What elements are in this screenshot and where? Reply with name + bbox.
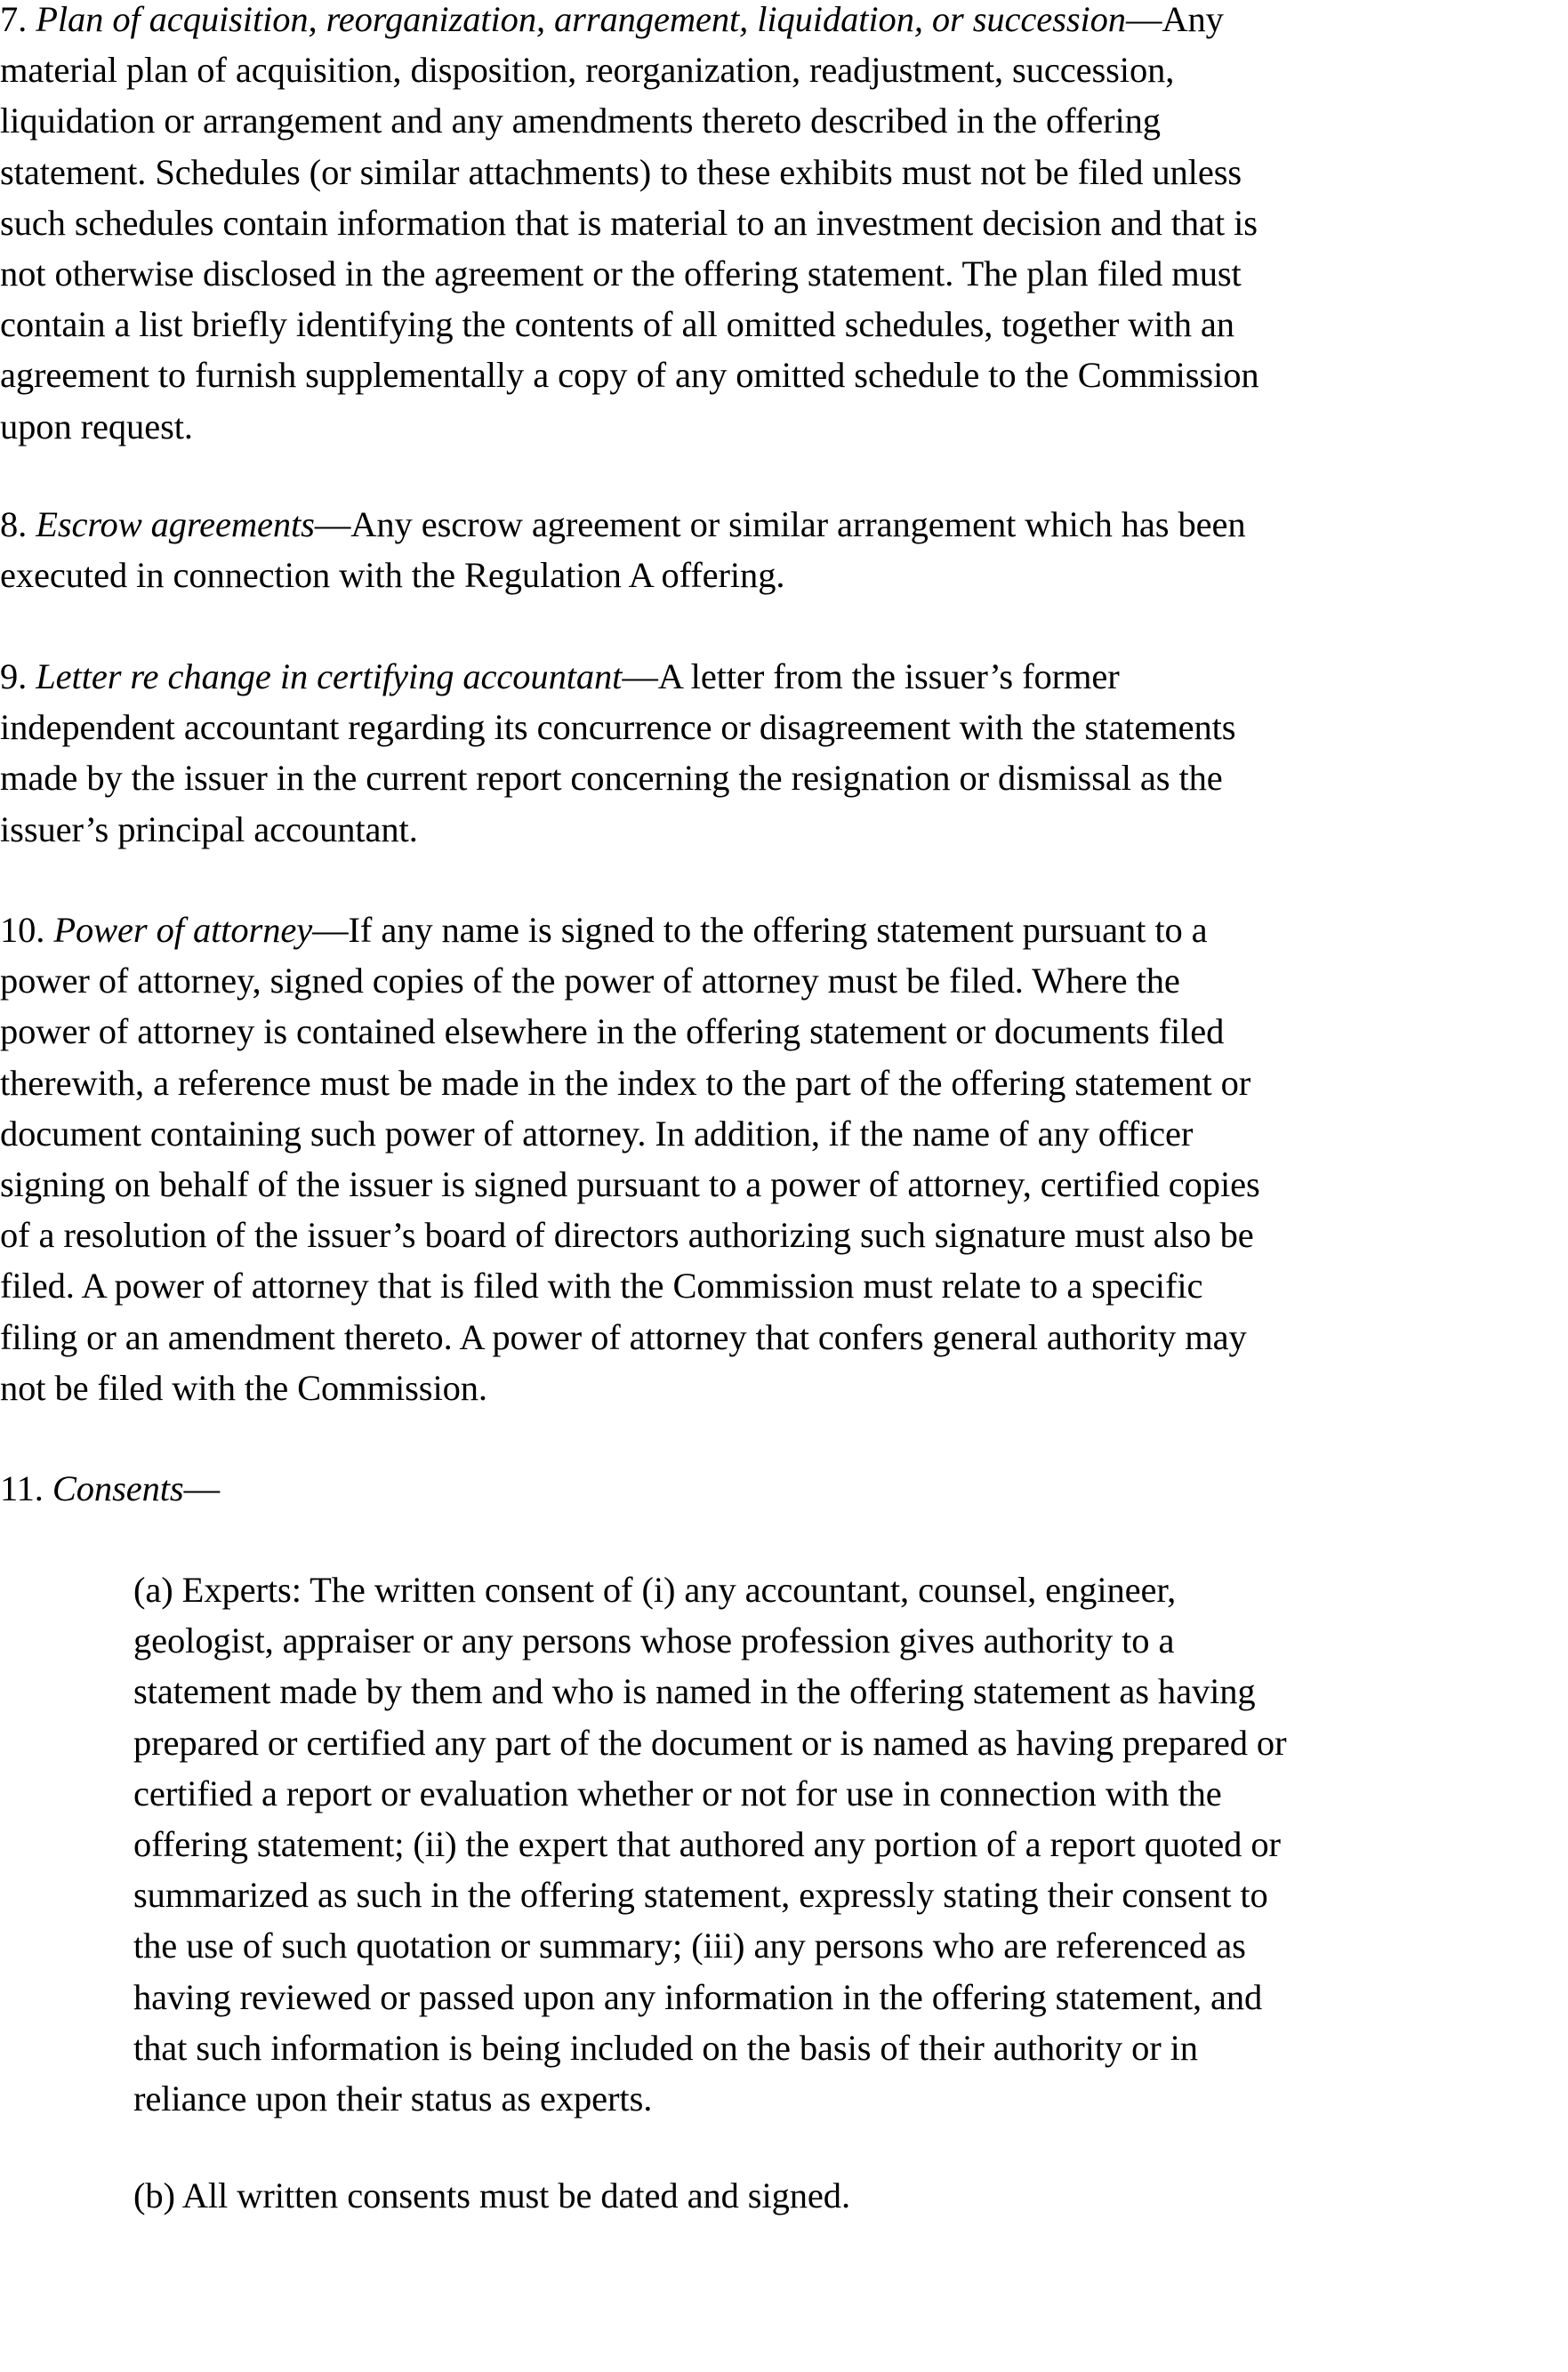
item-number: 8. [0, 504, 28, 544]
exhibit-item-8 [0, 499, 1548, 600]
item-body: —Any material plan of acquisition, disposition, reorganization, readjustment, succession, liquidation or arrangement and any amendments thereto described in the offering statement. Schedules (or similar attachments) to these exhibits must not be filed unless such schedules contain information that is material to an investment decision and that is not otherwise disclosed in the agreement or the offering statement. The plan filed must contain a list briefly identifying the contents of all omitted schedules, together with an agreement to furnish supplementally a copy of any omitted schedule to the Commission upon request. [0, 0, 1259, 446]
exhibit-item-7 [0, 0, 1548, 452]
exhibit-item-11 [0, 1463, 1548, 1514]
consents-subitem-a: (a) Experts: The written consent of (i) any accountant, counsel, engineer, geologist, appraiser or any persons whose profession gives authority to a statement made by them and who is named in the offering statement as having prepared or certified any part of the document or is named as having prepared or certified a report or evaluation whether or not for use in connection with the offering statement; (ii) the expert that authored any portion of a report quoted or summarized as such in the offering statement, expressly stating their consent to the use of such quotation or summary; (iii) any persons who are referenced as having reviewed or passed upon any information in the offering statement, and that such information is being included on the basis of their authority or in reliance upon their status as experts. [133, 1570, 1287, 2119]
item-caption: Consents [52, 1468, 184, 1508]
exhibit-item-9 [0, 651, 1548, 855]
item-body: —Any escrow agreement or similar arrangement which has been executed in connection with the Regulation A offering. [0, 504, 1246, 596]
item-body: —If any name is signed to the offering statement pursuant to a power of attorney, signed copies of the power of attorney must be filed. Where the power of attorney is contained elsewhere in the offering statement or documents filed therewith, a reference must be made in the index to the part of the offering statement or document containing such power of attorney. In addition, if the name of any officer signing on behalf of the issuer is signed pursuant to a power of attorney, certified copies of a resolution of the issuer’s board of directors authorizing such signature must also be filed. A power of attorney that is filed with the Commission must relate to a specific filing or an amendment thereto. A power of attorney that confers general authority may not be filed with the Commission. [0, 910, 1260, 1408]
item-number: 7. [0, 0, 28, 39]
item-body: —A letter from the issuer’s former independent accountant regarding its concurrence or disagreement with the statements made by the issuer in the current report concerning the resignation or dismissal as the issuer’s principal accountant. [0, 656, 1236, 849]
exhibit-item-10 [0, 905, 1548, 1413]
item-caption: Power of attorney [53, 910, 313, 950]
item-caption: Escrow agreements [36, 504, 315, 544]
item-body: — [183, 1468, 220, 1508]
item-number: 9. [0, 656, 28, 696]
consents-subitem-b: (b) All written consents must be dated and signed. [133, 2175, 850, 2215]
item-caption: Plan of acquisition, reorganization, arrangement, liquidation, or succession [36, 0, 1126, 39]
item-caption: Letter re change in certifying accountant [36, 656, 623, 696]
item-number: 11. [0, 1468, 44, 1508]
item-number: 10. [0, 910, 45, 950]
